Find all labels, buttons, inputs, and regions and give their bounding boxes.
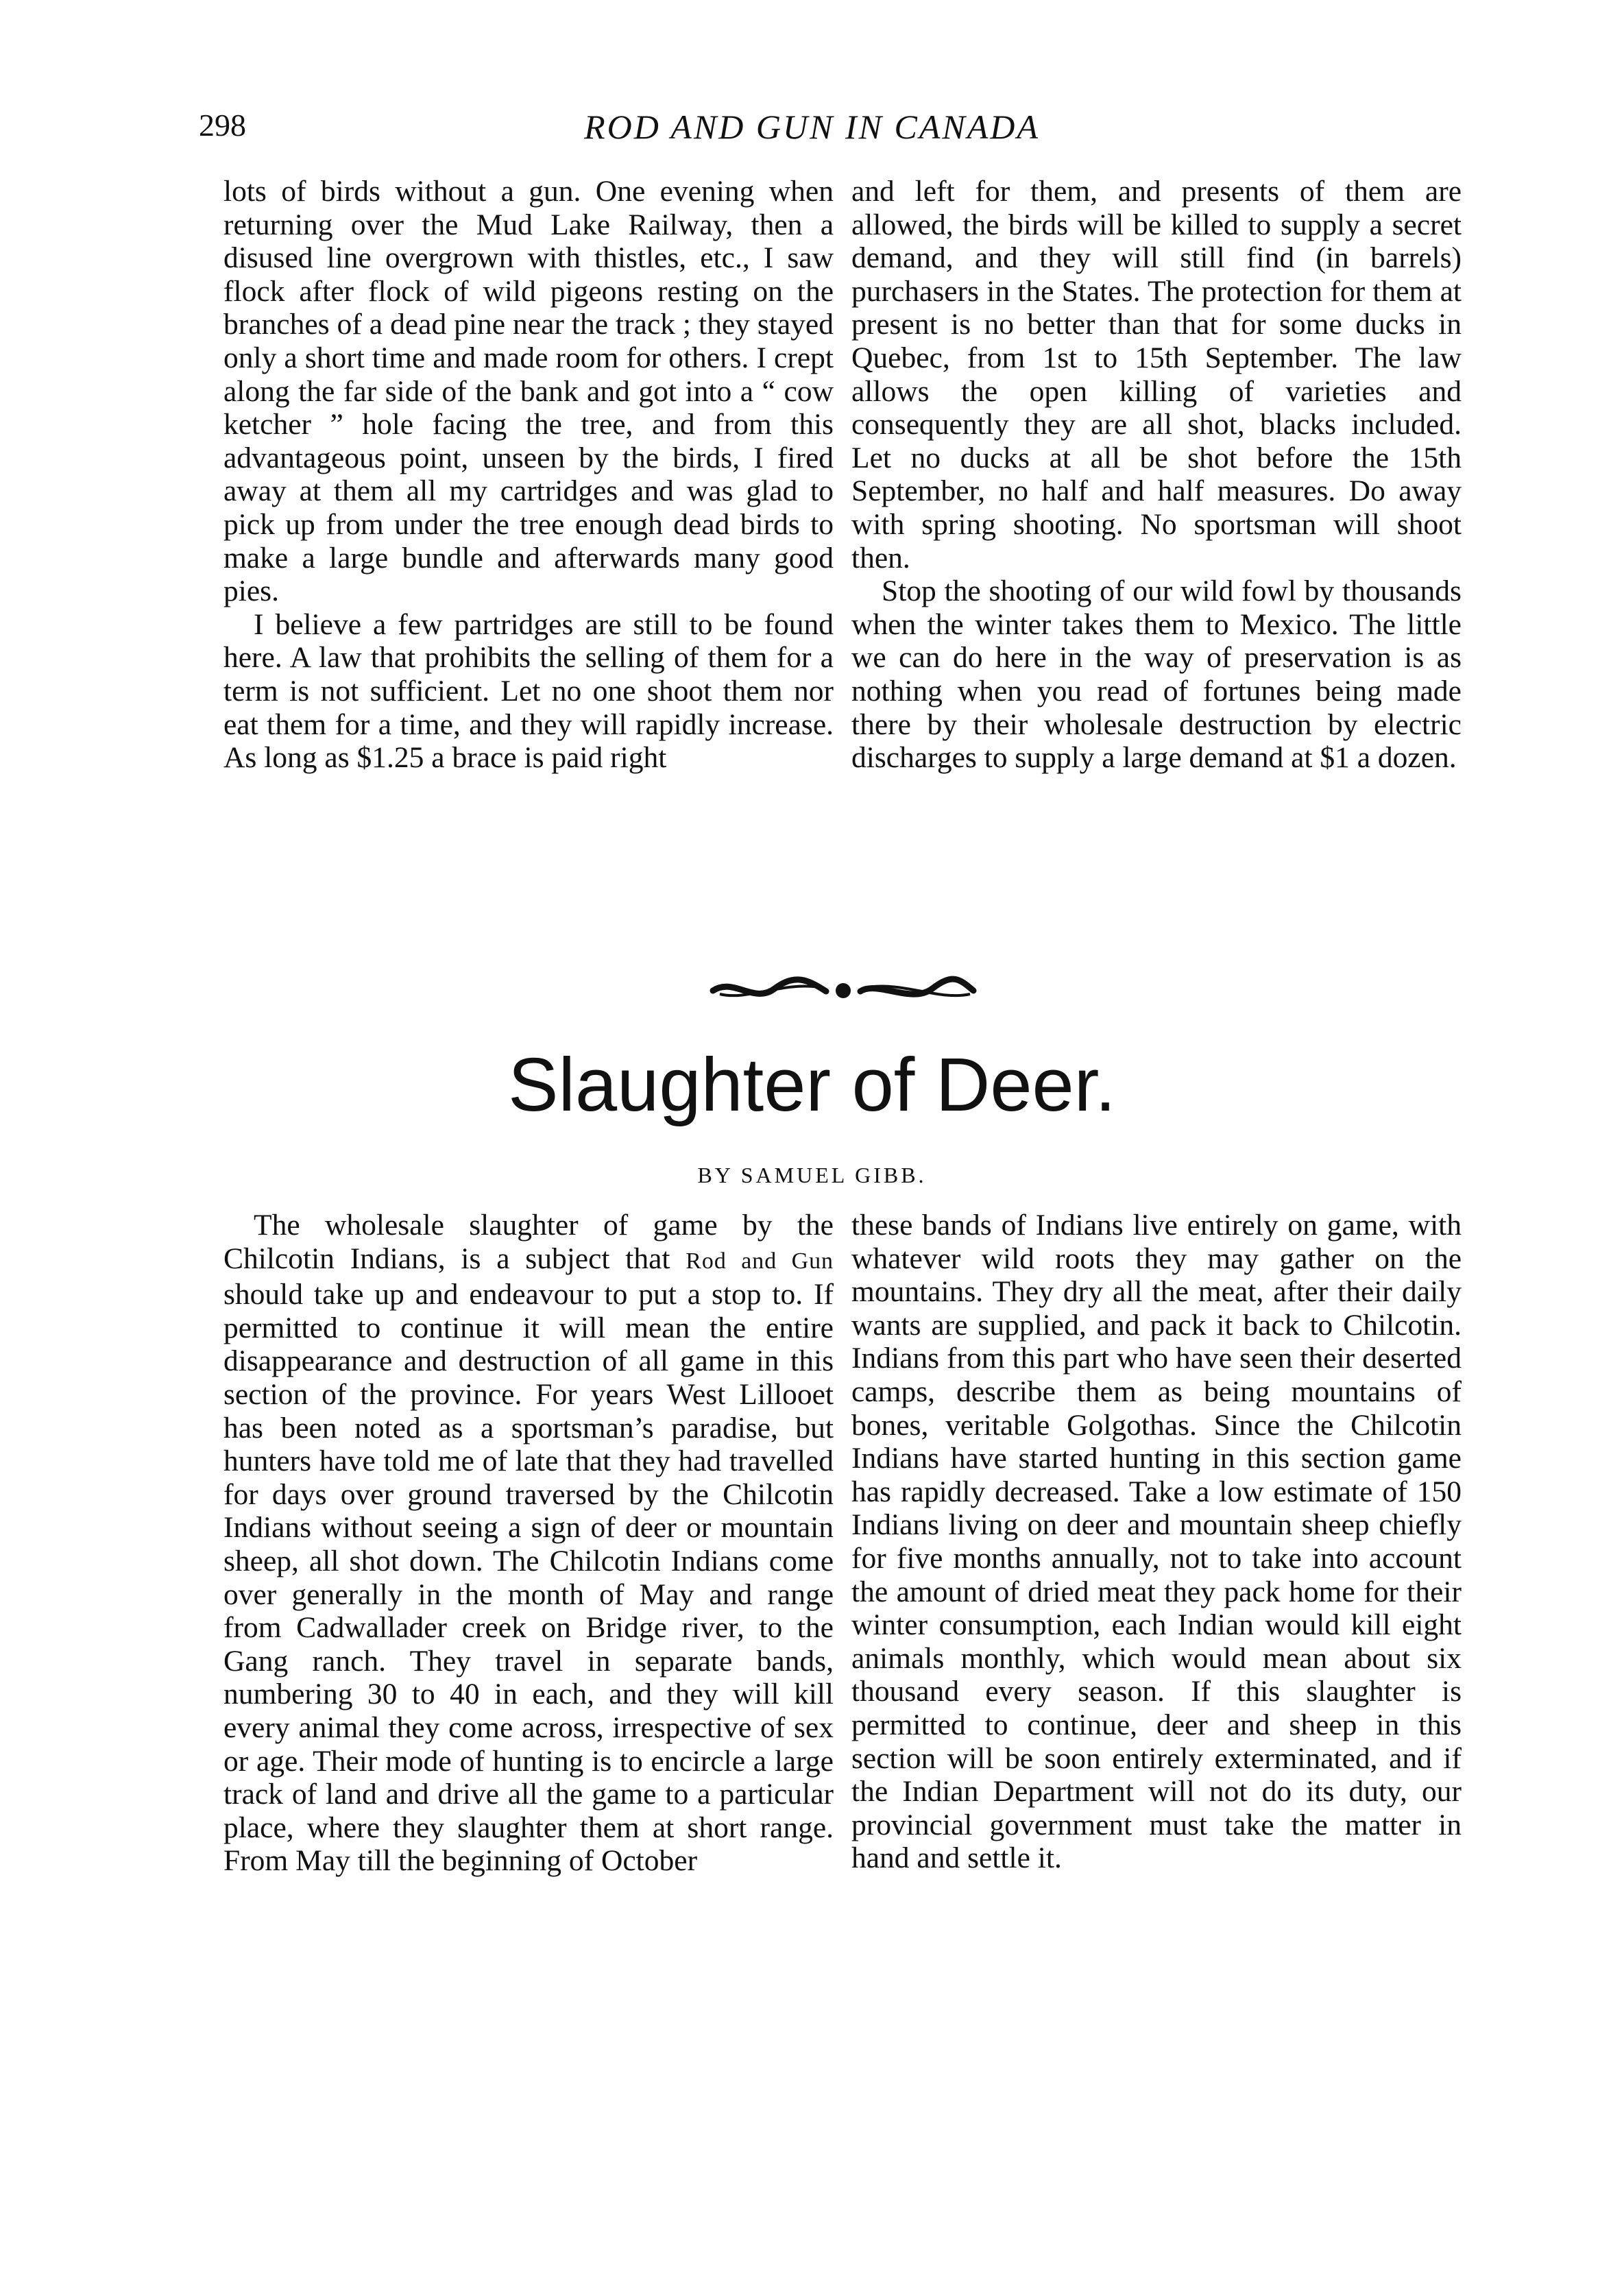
- paragraph: and left for them, and presents of them are allowed, the birds will be killed to supply a secret demand, and they will still find (in barrels) purchasers in the States. The protection for them at present is no better than that for some ducks in Quebec, from 1st to 15th September. The law allows the open killing of varieties and consequently they are all shot, blacks included. Let no ducks at all be shot before the 15th September, no half and half measures. Do away with spring shooting. No sportsman will shoot then.: [851, 175, 1462, 575]
- continued-article-right-column: [851, 175, 1462, 775]
- paragraph: Stop the shooting of our wild fowl by thousands when the winter takes them to Mexico. The little we can do here in the way of preservation is as nothing when you read of fortunes being made there by their wholesale destruction by electric discharges to supply a large demand at $1 a dozen.: [851, 575, 1462, 775]
- running-head: ROD AND GUN IN CANADA: [584, 108, 1040, 146]
- page-number: 298: [199, 108, 246, 143]
- paragraph: [223, 1209, 834, 1878]
- paragraph: these bands of Indians live entirely on game, with whatever wild roots they may gather on the mountains. They dry all the meat, after their daily wants are supplied, and pack it back to Chilcotin. Indians from this part who have seen their deserted camps, describe them as being mountains of bones, veritable Golgothas. Since the Chilcotin Indians have started hunting in this section game has rapidly decreased. Take a low estimate of 150 Indians living on deer and mountain sheep chiefly for five months annually, not to take into account the amount of dried meat they pack home for their winter consumption, each Indian would kill eight animals monthly, which would mean about six thousand every season. If this slaughter is permitted to continue, deer and sheep in this section will be soon entirely exterminated, and if the Indian Department will not do its duty, our provincial government must take the matter in hand and settle it.: [851, 1209, 1462, 1875]
- article-left-column: [223, 1209, 834, 1878]
- continued-article-left-column: [223, 175, 834, 775]
- paragraph-rest: should take up and endeavour to put a stop to. If permitted to continue it will mean the entire disappearance and destruction of all game in this section of the province. For years West Lillooet has been noted as a sportsman’s paradise, but hunters have told me of late that they had travelled for days over ground traversed by the Chilcotin Indians without seeing a sign of deer or mountain sheep, all shot down. The Chilcotin Indians come over generally in the month of May and range from Cadwallader creek on Bridge river, to the Gang ranch. They travel in separate bands, numbering 30 to 40 in each, and they will kill every animal they come across, irrespective of sex or age. Their mode of hunting is to encircle a large track of land and drive all the game to a particular place, where they slaughter them at short range. From May till the beginning of October: [223, 1278, 834, 1878]
- paragraph-lead: The wholesale slaughter of game by the Chilcotin Indians, is a subject that: [223, 1209, 834, 1275]
- paragraph: lots of birds without a gun. One evening when returning over the Mud Lake Railway, then a disused line overgrown with thistles, etc., I saw flock after flock of wild pigeons resting on the branches of a dead pine near the track ; they stayed only a short time and made room for others. I crept along the far side of the bank and got into a “ cow ketcher ” hole facing the tree, and from this advantageous point, unseen by the birds, I fired away at them all my cartridges and was glad to pick up from under the tree enough dead birds to make a large bundle and afterwards many good pies.: [223, 175, 834, 608]
- magazine-name: Rod and Gun: [686, 1248, 834, 1274]
- byline: BY SAMUEL GIBB.: [697, 1163, 927, 1187]
- article-title: Slaughter of Deer.: [508, 1043, 1116, 1127]
- article-right-column: [851, 1209, 1462, 1875]
- paragraph: I believe a few partridges are still to be found here. A law that prohibits the selling of them for a term is not sufficient. Let no one shoot them nor eat them for a time, and they will rapidly increase. As long as $1.25 a brace is paid right: [223, 607, 834, 775]
- ornament-divider-icon: [706, 974, 980, 1008]
